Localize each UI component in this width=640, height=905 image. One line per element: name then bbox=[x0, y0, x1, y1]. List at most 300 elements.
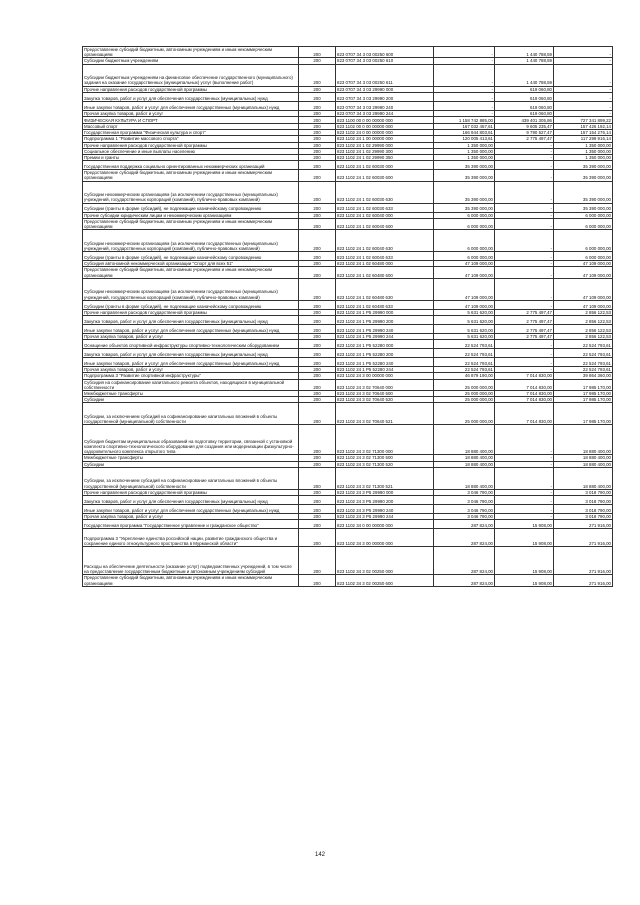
row-code-cell: 200 bbox=[299, 86, 336, 92]
row-name-cell: Расходы на обеспечение деятельности (оказание услуг) подведомственных учреждений, в том числе на предоставление государственным бюджетным и автономным учреждениям субсидий bbox=[83, 547, 299, 575]
row-amount-approved-cell: 287 824,00 bbox=[434, 520, 495, 529]
row-kbk-cell: 823 1102 24 3 02 71300 500 bbox=[336, 455, 434, 461]
table-row bbox=[83, 64, 613, 86]
row-code-cell: 200 bbox=[299, 514, 336, 520]
row-amount-approved-cell: - bbox=[434, 92, 495, 101]
row-amount-executed-cell: - bbox=[495, 461, 554, 467]
row-amount-approved-cell: 18 880 400,00 bbox=[434, 467, 495, 489]
row-amount-approved-cell: 47 109 000,00 bbox=[434, 300, 495, 309]
row-name-cell: Субсидии некоммерческим организациям (за исключением государственных (муниципальных) учреждений, государственных корпораций (компаний), публично-правовых компаний) bbox=[83, 230, 299, 252]
row-kbk-cell: 823 1102 24 3 02 70640 500 bbox=[336, 391, 434, 397]
row-code-cell: 200 bbox=[299, 92, 336, 101]
row-code-cell: 200 bbox=[299, 161, 336, 170]
row-code-cell: 200 bbox=[299, 309, 336, 315]
row-name-cell: Субсидия автономной некоммерческой организации "Спорт для всех 51" bbox=[83, 261, 299, 267]
row-amount-remaining-cell: 271 916,00 bbox=[554, 547, 613, 575]
row-amount-executed-cell: 9 790 527,47 bbox=[495, 130, 554, 136]
row-amount-remaining-cell: 22 524 793,61 bbox=[554, 349, 613, 358]
row-amount-executed-cell: - bbox=[495, 489, 554, 495]
row-amount-approved-cell: 3 046 790,00 bbox=[434, 496, 495, 505]
row-kbk-cell: 823 1102 24 1 02 60040 630 bbox=[336, 230, 434, 252]
row-amount-approved-cell: 18 880 400,00 bbox=[434, 425, 495, 455]
row-code-cell: 200 bbox=[299, 334, 336, 340]
row-amount-executed-cell: 2 775 497,47 bbox=[495, 325, 554, 334]
row-name-cell: Субсидии, за исключением субсидий на софинансирование капитальных вложений в объекты государственной (муниципальной) собственности bbox=[83, 403, 299, 425]
row-amount-approved-cell: - bbox=[434, 64, 495, 86]
row-code-cell: 200 bbox=[299, 252, 336, 261]
row-kbk-cell: 823 1102 24 3 02 70640 000 bbox=[336, 379, 434, 390]
row-amount-executed-cell: - bbox=[495, 455, 554, 461]
table-row bbox=[83, 267, 613, 278]
row-amount-approved-cell: 1 350 000,00 bbox=[434, 155, 495, 161]
row-amount-executed-cell: 1 440 788,59 bbox=[495, 47, 554, 58]
row-name-cell: Субсидии (гранты в форме субсидий), не подлежащие казначейскому сопровождению bbox=[83, 252, 299, 261]
row-amount-executed-cell: 1 440 788,59 bbox=[495, 64, 554, 86]
row-amount-executed-cell: 1 440 788,59 bbox=[495, 58, 554, 64]
row-name-cell: Субсидии (гранты в форме субсидий), не подлежащие казначейскому сопровождению bbox=[83, 300, 299, 309]
table-row bbox=[83, 161, 613, 170]
table-row bbox=[83, 47, 613, 58]
table-row bbox=[83, 349, 613, 358]
row-amount-executed-cell: - bbox=[495, 514, 554, 520]
row-amount-remaining-cell: 2 856 122,53 bbox=[554, 325, 613, 334]
row-code-cell: 200 bbox=[299, 379, 336, 390]
row-code-cell: 200 bbox=[299, 489, 336, 495]
row-code-cell: 200 bbox=[299, 117, 336, 124]
row-code-cell: 200 bbox=[299, 496, 336, 505]
row-amount-remaining-cell: - bbox=[554, 92, 613, 101]
row-amount-remaining-cell: 22 524 793,61 bbox=[554, 340, 613, 349]
table-row bbox=[83, 425, 613, 455]
row-code-cell: 200 bbox=[299, 358, 336, 367]
row-amount-approved-cell: 167 032 457,61 bbox=[434, 124, 495, 130]
row-amount-executed-cell: - bbox=[495, 212, 554, 218]
row-amount-executed-cell: - bbox=[495, 142, 554, 148]
row-kbk-cell: 823 0707 34 3 03 29990 200 bbox=[336, 92, 434, 101]
row-amount-executed-cell: 619 060,80 bbox=[495, 92, 554, 101]
row-name-cell: Массовый спорт bbox=[83, 124, 299, 130]
table-row bbox=[83, 403, 613, 425]
row-code-cell: 200 bbox=[299, 403, 336, 425]
row-amount-approved-cell: 25 000 000,00 bbox=[434, 397, 495, 403]
row-amount-approved-cell: 18 880 400,00 bbox=[434, 455, 495, 461]
table-row bbox=[83, 505, 613, 514]
row-amount-executed-cell: 15 908,00 bbox=[495, 575, 554, 586]
row-amount-remaining-cell: 47 109 000,00 bbox=[554, 261, 613, 267]
row-amount-remaining-cell: 6 000 000,00 bbox=[554, 218, 613, 229]
row-code-cell: 200 bbox=[299, 349, 336, 358]
row-kbk-cell: 823 1102 24 3 P5 29990 244 bbox=[336, 514, 434, 520]
row-kbk-cell: 823 0707 34 3 03 29990 240 bbox=[336, 101, 434, 110]
table-row bbox=[83, 86, 613, 92]
row-amount-executed-cell: - bbox=[495, 467, 554, 489]
row-code-cell: 200 bbox=[299, 455, 336, 461]
row-amount-remaining-cell: 2 856 122,53 bbox=[554, 316, 613, 325]
row-kbk-cell: 823 1102 24 1 P5 29990 244 bbox=[336, 334, 434, 340]
row-code-cell: 200 bbox=[299, 155, 336, 161]
row-kbk-cell: 823 1102 24 1 P5 29990 200 bbox=[336, 316, 434, 325]
row-amount-remaining-cell: 3 018 790,00 bbox=[554, 505, 613, 514]
row-amount-remaining-cell: 18 880 400,00 bbox=[554, 455, 613, 461]
row-amount-executed-cell: - bbox=[495, 252, 554, 261]
row-amount-remaining-cell: 18 880 400,00 bbox=[554, 461, 613, 467]
row-amount-approved-cell: 46 879 190,00 bbox=[434, 373, 495, 379]
row-kbk-cell: 823 1102 34 0 00 00000 000 bbox=[336, 520, 434, 529]
row-amount-approved-cell: 1 158 742 885,00 bbox=[434, 117, 495, 124]
row-code-cell: 200 bbox=[299, 529, 336, 547]
row-amount-approved-cell: 3 046 790,00 bbox=[434, 514, 495, 520]
row-code-cell: 200 bbox=[299, 101, 336, 110]
table-row bbox=[83, 358, 613, 367]
row-name-cell: Прочая закупка товаров, работ и услуг bbox=[83, 514, 299, 520]
row-amount-remaining-cell: 6 000 000,00 bbox=[554, 252, 613, 261]
row-kbk-cell: 823 1102 24 3 00 00000 000 bbox=[336, 373, 434, 379]
row-name-cell: Подпрограмма 3 "Укрепление единства российской нации, развитие гражданского общества и сохранение единого этнокультурного пространства в Мурманской области" bbox=[83, 529, 299, 547]
row-amount-approved-cell: 35 390 000,00 bbox=[434, 170, 495, 181]
row-amount-approved-cell: 5 631 620,00 bbox=[434, 334, 495, 340]
row-kbk-cell: 823 1102 24 3 P5 29990 240 bbox=[336, 505, 434, 514]
row-kbk-cell: 823 1102 24 1 02 60030 600 bbox=[336, 170, 434, 181]
row-amount-executed-cell: - bbox=[495, 181, 554, 203]
row-amount-executed-cell: 7 014 830,00 bbox=[495, 397, 554, 403]
table-row bbox=[83, 218, 613, 229]
row-amount-remaining-cell: 18 880 400,00 bbox=[554, 425, 613, 455]
row-amount-approved-cell: 6 000 000,00 bbox=[434, 230, 495, 252]
row-code-cell: 200 bbox=[299, 148, 336, 154]
row-code-cell: 200 bbox=[299, 230, 336, 252]
row-name-cell: Прочая закупка товаров, работ и услуг bbox=[83, 334, 299, 340]
row-amount-remaining-cell: 35 390 000,00 bbox=[554, 181, 613, 203]
row-name-cell: Оснащение объектов спортивной инфраструктуры спортивно-технологическим оборудованием bbox=[83, 340, 299, 349]
table-row bbox=[83, 529, 613, 547]
row-name-cell: Иные закупки товаров, работ и услуг для обеспечения государственных (муниципальных) нужд bbox=[83, 505, 299, 514]
row-amount-remaining-cell: - bbox=[554, 58, 613, 64]
row-amount-approved-cell: 35 390 000,00 bbox=[434, 161, 495, 170]
row-name-cell: Социальное обеспечение и иные выплаты населению bbox=[83, 148, 299, 154]
row-name-cell: Субсидии бюджетным учреждениям на финансовое обеспечение государственного (муниципального) задания на оказание государственных (муниципальных) услуг (выполнение работ) bbox=[83, 64, 299, 86]
row-amount-approved-cell: - bbox=[434, 47, 495, 58]
row-kbk-cell: 823 1102 24 1 02 29990 000 bbox=[336, 142, 434, 148]
row-amount-approved-cell: - bbox=[434, 86, 495, 92]
row-kbk-cell: 823 1102 24 1 02 60480 633 bbox=[336, 300, 434, 309]
row-amount-executed-cell: 619 060,80 bbox=[495, 86, 554, 92]
row-kbk-cell: 823 1102 24 1 02 60030 630 bbox=[336, 181, 434, 203]
row-code-cell: 200 bbox=[299, 316, 336, 325]
row-name-cell: Прочая закупка товаров, работ и услуг bbox=[83, 110, 299, 116]
table-row bbox=[83, 547, 613, 575]
row-amount-remaining-cell: 3 018 790,00 bbox=[554, 489, 613, 495]
row-amount-approved-cell: 1 350 000,00 bbox=[434, 142, 495, 148]
table-row bbox=[83, 467, 613, 489]
row-amount-executed-cell: - bbox=[495, 203, 554, 212]
row-amount-executed-cell: - bbox=[495, 505, 554, 514]
row-code-cell: 200 bbox=[299, 47, 336, 58]
row-kbk-cell: 823 1102 24 0 00 00000 000 bbox=[336, 130, 434, 136]
table-row bbox=[83, 181, 613, 203]
table-row bbox=[83, 496, 613, 505]
row-amount-approved-cell: 25 000 000,00 bbox=[434, 379, 495, 390]
row-name-cell: Иные закупки товаров, работ и услуг для обеспечения государственных (муниципальных) нужд bbox=[83, 325, 299, 334]
row-code-cell: 200 bbox=[299, 505, 336, 514]
row-kbk-cell: 823 1102 24 1 02 60480 630 bbox=[336, 278, 434, 300]
table-row bbox=[83, 110, 613, 116]
row-name-cell: Закупка товаров, работ и услуг для обеспечения государственных (муниципальных) нужд bbox=[83, 92, 299, 101]
row-amount-approved-cell: 166 944 803,61 bbox=[434, 130, 495, 136]
row-kbk-cell: 823 1102 24 3 02 70640 520 bbox=[336, 397, 434, 403]
table-row bbox=[83, 252, 613, 261]
row-kbk-cell: 823 1102 34 3 00 00000 000 bbox=[336, 529, 434, 547]
row-kbk-cell: 823 1102 24 1 00 00000 000 bbox=[336, 136, 434, 142]
row-amount-executed-cell: - bbox=[495, 267, 554, 278]
row-name-cell: Субсидии bbox=[83, 461, 299, 467]
row-kbk-cell: 823 1102 24 1 P5 52280 240 bbox=[336, 358, 434, 367]
row-amount-executed-cell: - bbox=[495, 340, 554, 349]
row-name-cell: Предоставление субсидий бюджетным, автономным учреждениям и иным некоммерческим организациям bbox=[83, 170, 299, 181]
row-name-cell: Подпрограмма 1 "Развитие массового спорта" bbox=[83, 136, 299, 142]
row-name-cell: Субсидия на софинансирование капитального ремонта объектов, находящихся в муниципальной собственности bbox=[83, 379, 299, 390]
row-kbk-cell: 823 0707 34 3 03 29990 000 bbox=[336, 86, 434, 92]
row-amount-executed-cell: 439 401 305,86 bbox=[495, 117, 554, 124]
budget-table-body bbox=[83, 47, 613, 587]
row-kbk-cell: 823 1102 24 3 02 71300 000 bbox=[336, 425, 434, 455]
row-amount-executed-cell: - bbox=[495, 170, 554, 181]
row-amount-approved-cell: 6 000 000,00 bbox=[434, 218, 495, 229]
row-name-cell: Закупка товаров, работ и услуг для обеспечения государственных (муниципальных) нужд bbox=[83, 349, 299, 358]
row-amount-approved-cell: 120 005 413,61 bbox=[434, 136, 495, 142]
row-amount-executed-cell: 619 060,80 bbox=[495, 110, 554, 116]
row-name-cell: Прочие субсидии юридическим лицам и некоммерческим организациям bbox=[83, 212, 299, 218]
row-amount-remaining-cell: 35 390 000,00 bbox=[554, 161, 613, 170]
row-amount-remaining-cell: 2 856 122,53 bbox=[554, 334, 613, 340]
row-amount-approved-cell: 6 000 000,00 bbox=[434, 212, 495, 218]
row-amount-remaining-cell: 35 390 000,00 bbox=[554, 203, 613, 212]
row-code-cell: 200 bbox=[299, 218, 336, 229]
row-amount-executed-cell: - bbox=[495, 425, 554, 455]
row-kbk-cell: 823 1102 24 1 02 60480 600 bbox=[336, 267, 434, 278]
row-kbk-cell: 823 1102 24 1 P5 29990 240 bbox=[336, 325, 434, 334]
row-kbk-cell: 823 0707 34 3 03 00250 610 bbox=[336, 58, 434, 64]
row-kbk-cell: 823 1102 24 1 P5 52280 200 bbox=[336, 349, 434, 358]
row-name-cell: Закупка товаров, работ и услуг для обеспечения государственных (муниципальных) нужд bbox=[83, 496, 299, 505]
row-amount-executed-cell: - bbox=[495, 300, 554, 309]
row-code-cell: 200 bbox=[299, 203, 336, 212]
row-name-cell: Субсидии bbox=[83, 397, 299, 403]
row-amount-executed-cell: - bbox=[495, 358, 554, 367]
row-code-cell: 200 bbox=[299, 300, 336, 309]
row-amount-remaining-cell: 18 880 400,00 bbox=[554, 467, 613, 489]
row-name-cell: Премии и гранты bbox=[83, 155, 299, 161]
row-amount-approved-cell: 22 524 793,61 bbox=[434, 349, 495, 358]
row-amount-approved-cell: 3 046 790,00 bbox=[434, 505, 495, 514]
row-amount-remaining-cell: 22 524 793,61 bbox=[554, 367, 613, 373]
row-amount-executed-cell: 7 014 830,00 bbox=[495, 391, 554, 397]
row-kbk-cell: 823 1102 24 1 02 29990 350 bbox=[336, 155, 434, 161]
row-name-cell: Межбюджетные трансферты bbox=[83, 391, 299, 397]
row-kbk-cell: 823 1102 24 1 02 60040 633 bbox=[336, 252, 434, 261]
row-name-cell: Прочие направления расходов государственной программы bbox=[83, 86, 299, 92]
row-amount-executed-cell: 7 014 830,00 bbox=[495, 379, 554, 390]
row-amount-remaining-cell: 3 018 790,00 bbox=[554, 514, 613, 520]
row-code-cell: 200 bbox=[299, 278, 336, 300]
table-row bbox=[83, 520, 613, 529]
row-amount-executed-cell: - bbox=[495, 148, 554, 154]
row-kbk-cell: 823 1102 24 1 02 60040 600 bbox=[336, 218, 434, 229]
row-amount-remaining-cell: 17 985 170,00 bbox=[554, 379, 613, 390]
row-amount-remaining-cell: - bbox=[554, 47, 613, 58]
row-kbk-cell: 823 1102 24 3 P5 29990 200 bbox=[336, 496, 434, 505]
row-name-cell: Государственная поддержка социально ориентированных некоммерческих организаций bbox=[83, 161, 299, 170]
row-amount-approved-cell: 47 109 000,00 bbox=[434, 278, 495, 300]
row-kbk-cell: 823 1102 24 1 P5 52280 000 bbox=[336, 340, 434, 349]
row-amount-remaining-cell: 35 390 000,00 bbox=[554, 170, 613, 181]
row-name-cell: Субсидии (гранты в форме субсидий), не подлежащие казначейскому сопровождению bbox=[83, 203, 299, 212]
row-name-cell: ФИЗИЧЕСКАЯ КУЛЬТУРА И СПОРТ bbox=[83, 117, 299, 124]
row-amount-approved-cell: 5 631 620,00 bbox=[434, 309, 495, 315]
row-name-cell: Предоставление субсидий бюджетным, автономным учреждениям и иным некоммерческим организациям bbox=[83, 218, 299, 229]
row-amount-approved-cell: 22 524 793,61 bbox=[434, 358, 495, 367]
row-amount-remaining-cell: 39 864 360,00 bbox=[554, 373, 613, 379]
row-kbk-cell: 823 1102 24 1 02 60030 633 bbox=[336, 203, 434, 212]
row-amount-approved-cell: 18 880 400,00 bbox=[434, 461, 495, 467]
row-amount-executed-cell: - bbox=[495, 155, 554, 161]
row-kbk-cell: 823 1102 00 0 00 00000 000 bbox=[336, 124, 434, 130]
row-kbk-cell: 823 1102 34 3 02 00250 600 bbox=[336, 575, 434, 586]
row-kbk-cell: 823 1102 34 3 02 00250 000 bbox=[336, 547, 434, 575]
row-kbk-cell: 823 0707 34 3 03 00250 600 bbox=[336, 47, 434, 58]
row-amount-remaining-cell: 47 109 000,00 bbox=[554, 278, 613, 300]
row-code-cell: 200 bbox=[299, 575, 336, 586]
row-amount-remaining-cell: - bbox=[554, 110, 613, 116]
row-amount-approved-cell: 47 109 000,00 bbox=[434, 267, 495, 278]
row-name-cell: Прочие направления расходов государственной программы bbox=[83, 489, 299, 495]
row-code-cell: 200 bbox=[299, 340, 336, 349]
row-code-cell: 200 bbox=[299, 58, 336, 64]
row-code-cell: 200 bbox=[299, 391, 336, 397]
row-code-cell: 200 bbox=[299, 547, 336, 575]
table-row bbox=[83, 316, 613, 325]
row-code-cell: 200 bbox=[299, 467, 336, 489]
table-row bbox=[83, 334, 613, 340]
row-amount-executed-cell: 2 775 497,47 bbox=[495, 136, 554, 142]
row-amount-executed-cell: - bbox=[495, 278, 554, 300]
row-amount-executed-cell: - bbox=[495, 218, 554, 229]
row-kbk-cell: 823 0707 34 3 03 00250 611 bbox=[336, 64, 434, 86]
row-code-cell: 200 bbox=[299, 124, 336, 130]
table-row bbox=[83, 117, 613, 124]
row-amount-remaining-cell: - bbox=[554, 101, 613, 110]
row-kbk-cell: 823 1102 24 3 02 70640 521 bbox=[336, 403, 434, 425]
row-amount-remaining-cell: 727 341 899,22 bbox=[554, 117, 613, 124]
row-amount-remaining-cell: 1 350 000,00 bbox=[554, 148, 613, 154]
row-code-cell: 200 bbox=[299, 110, 336, 116]
row-amount-remaining-cell: 17 985 170,00 bbox=[554, 403, 613, 425]
row-amount-executed-cell: - bbox=[495, 349, 554, 358]
table-row bbox=[83, 309, 613, 315]
table-row bbox=[83, 325, 613, 334]
row-code-cell: 200 bbox=[299, 367, 336, 373]
row-code-cell: 200 bbox=[299, 64, 336, 86]
row-amount-approved-cell: - bbox=[434, 110, 495, 116]
row-amount-remaining-cell: 157 426 192,14 bbox=[554, 124, 613, 130]
row-amount-approved-cell: - bbox=[434, 101, 495, 110]
row-name-cell: Субсидии, за исключением субсидий на софинансирование капитальных вложений в объекты государственной (муниципальной) собственности bbox=[83, 467, 299, 489]
budget-table bbox=[82, 46, 613, 587]
row-amount-remaining-cell: 6 000 000,00 bbox=[554, 212, 613, 218]
row-amount-remaining-cell: 47 109 000,00 bbox=[554, 300, 613, 309]
row-amount-remaining-cell: 6 000 000,00 bbox=[554, 230, 613, 252]
row-name-cell: Закупка товаров, работ и услуг для обеспечения государственных (муниципальных) нужд bbox=[83, 316, 299, 325]
row-kbk-cell: 823 1100 00 0 00 00000 000 bbox=[336, 117, 434, 124]
row-kbk-cell: 823 1102 24 3 02 71300 520 bbox=[336, 461, 434, 467]
row-code-cell: 200 bbox=[299, 170, 336, 181]
row-amount-remaining-cell: 3 018 790,00 bbox=[554, 496, 613, 505]
row-amount-remaining-cell: 17 985 170,00 bbox=[554, 397, 613, 403]
table-row bbox=[83, 203, 613, 212]
row-code-cell: 200 bbox=[299, 267, 336, 278]
row-name-cell: Предоставление субсидий бюджетным, автономным учреждениям и иным некоммерческим организациям bbox=[83, 267, 299, 278]
row-name-cell: Подпрограмма 3 "Развитие спортивной инфраструктуры" bbox=[83, 373, 299, 379]
row-amount-remaining-cell: - bbox=[554, 86, 613, 92]
row-amount-remaining-cell: 271 916,00 bbox=[554, 520, 613, 529]
row-code-cell: 200 bbox=[299, 130, 336, 136]
row-amount-remaining-cell: 1 350 000,00 bbox=[554, 155, 613, 161]
table-row bbox=[83, 278, 613, 300]
row-amount-approved-cell: 287 824,00 bbox=[434, 575, 495, 586]
row-code-cell: 200 bbox=[299, 397, 336, 403]
row-code-cell: 200 bbox=[299, 461, 336, 467]
row-amount-executed-cell: 7 014 830,00 bbox=[495, 403, 554, 425]
row-amount-approved-cell: 35 390 000,00 bbox=[434, 203, 495, 212]
row-name-cell: Субсидии некоммерческим организациям (за исключением государственных (муниципальных) учреждений, государственных корпораций (компаний), публично-правовых компаний) bbox=[83, 278, 299, 300]
row-amount-executed-cell: 15 908,00 bbox=[495, 520, 554, 529]
row-name-cell: Прочие направления расходов государственной программы bbox=[83, 142, 299, 148]
row-name-cell: Государственная программа "Физическая культура и спорт" bbox=[83, 130, 299, 136]
row-amount-executed-cell: - bbox=[495, 230, 554, 252]
row-amount-approved-cell: 3 046 790,00 bbox=[434, 489, 495, 495]
row-amount-approved-cell: 5 631 620,00 bbox=[434, 316, 495, 325]
row-name-cell: Государственная программа "Государственное управление и гражданское общество" bbox=[83, 520, 299, 529]
row-amount-executed-cell: 15 908,00 bbox=[495, 547, 554, 575]
row-amount-executed-cell: - bbox=[495, 161, 554, 170]
row-amount-executed-cell: 7 014 830,00 bbox=[495, 373, 554, 379]
row-amount-approved-cell: 35 390 000,00 bbox=[434, 181, 495, 203]
row-amount-executed-cell: - bbox=[495, 367, 554, 373]
row-name-cell: Субсидии некоммерческим организациям (за исключением государственных (муниципальных) учреждений, государственных корпораций (компаний), публично-правовых компаний) bbox=[83, 181, 299, 203]
row-amount-executed-cell: 619 060,80 bbox=[495, 101, 554, 110]
row-code-cell: 200 bbox=[299, 373, 336, 379]
table-row bbox=[83, 575, 613, 586]
row-amount-approved-cell: 22 524 793,61 bbox=[434, 340, 495, 349]
row-amount-remaining-cell: 271 916,00 bbox=[554, 575, 613, 586]
row-amount-remaining-cell: 157 154 276,14 bbox=[554, 130, 613, 136]
table-row bbox=[83, 136, 613, 142]
row-code-cell: 200 bbox=[299, 520, 336, 529]
row-amount-executed-cell: - bbox=[495, 261, 554, 267]
row-amount-remaining-cell: 17 985 170,00 bbox=[554, 391, 613, 397]
row-amount-remaining-cell: 1 350 000,00 bbox=[554, 142, 613, 148]
row-name-cell: Иные закупки товаров, работ и услуг для обеспечения государственных (муниципальных) нужд bbox=[83, 358, 299, 367]
row-amount-executed-cell: 15 908,00 bbox=[495, 529, 554, 547]
row-code-cell: 200 bbox=[299, 136, 336, 142]
row-kbk-cell: 823 1102 24 3 02 71300 521 bbox=[336, 467, 434, 489]
row-name-cell: Субсидии бюджетным учреждениям bbox=[83, 58, 299, 64]
row-kbk-cell: 823 1102 24 1 02 60480 000 bbox=[336, 261, 434, 267]
table-row bbox=[83, 300, 613, 309]
row-amount-remaining-cell: 47 109 000,00 bbox=[554, 267, 613, 278]
row-name-cell: Предоставление субсидий бюджетным, автономным учреждениям и иным некоммерческим организациям bbox=[83, 575, 299, 586]
table-row bbox=[83, 92, 613, 101]
row-amount-remaining-cell: 271 916,00 bbox=[554, 529, 613, 547]
